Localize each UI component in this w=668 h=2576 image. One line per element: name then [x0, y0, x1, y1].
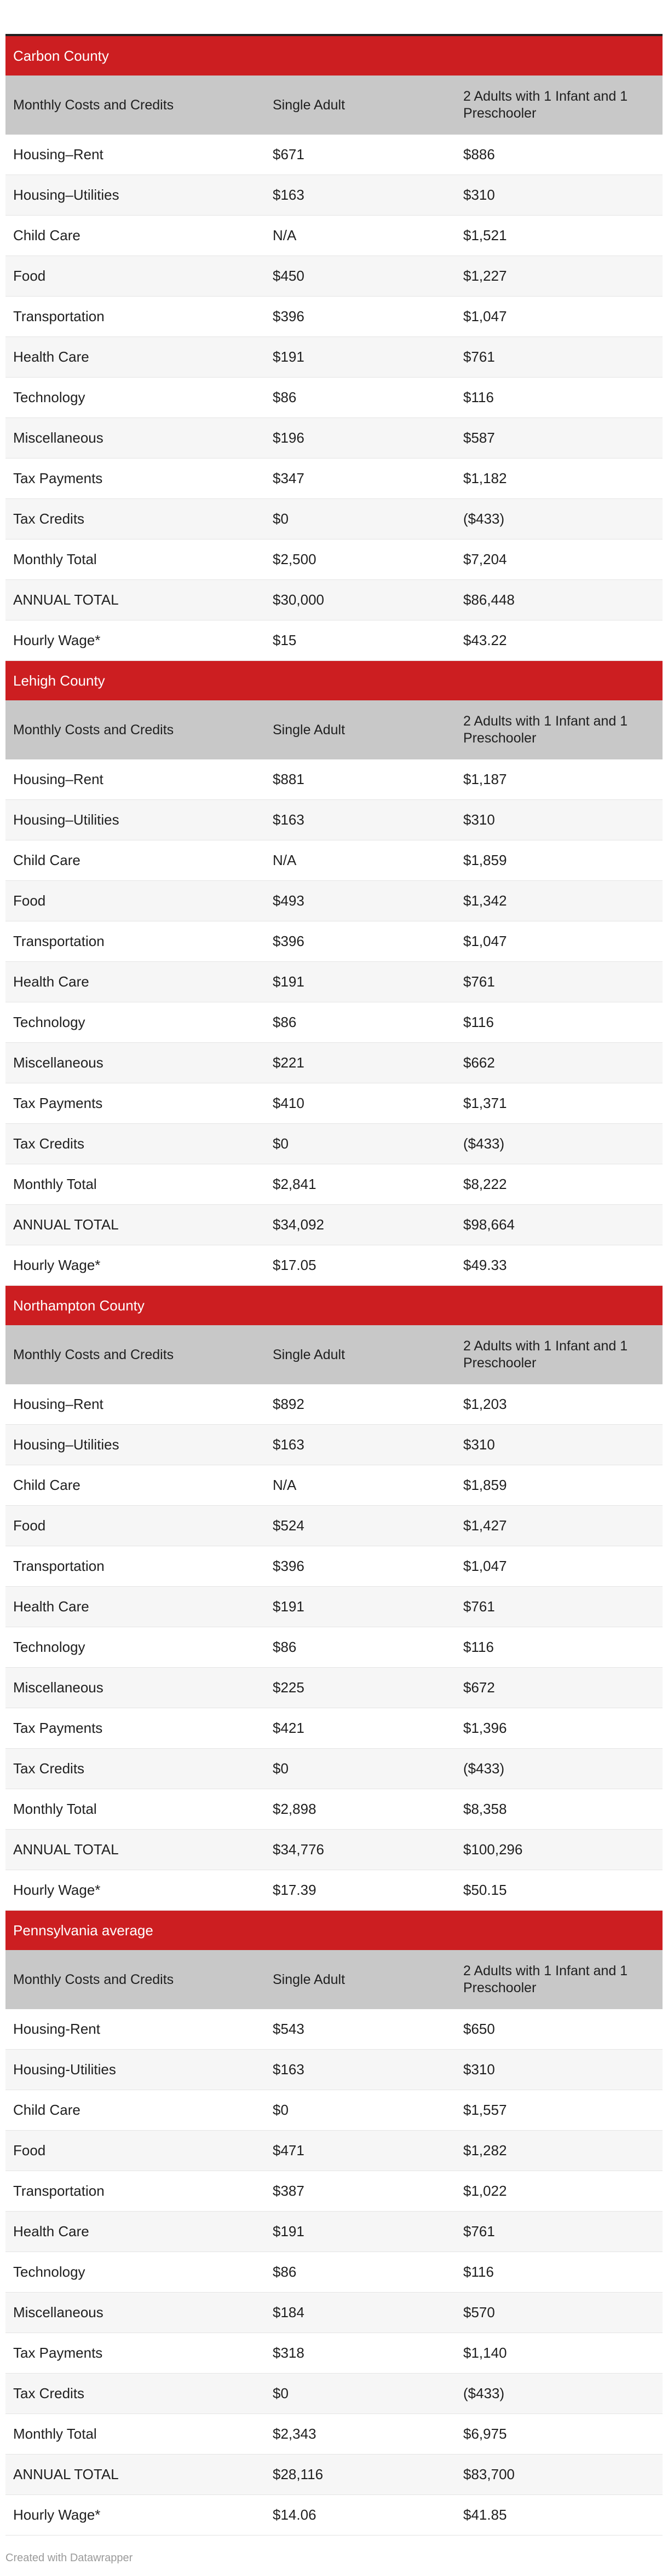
table-cell: $524	[265, 1506, 456, 1546]
table-cell: $761	[456, 962, 663, 1002]
table-cell: $191	[265, 1587, 456, 1627]
table-cell: $650	[456, 2009, 663, 2050]
table-cell: $310	[456, 800, 663, 840]
row-label: Housing–Rent	[5, 1384, 265, 1425]
table-cell: $761	[456, 2212, 663, 2252]
table-cell: $86	[265, 2252, 456, 2293]
row-label: Technology	[5, 378, 265, 418]
table-cell: $881	[265, 759, 456, 800]
table-row	[5, 2050, 663, 2090]
table-row	[5, 418, 663, 459]
section-title: Lehigh County	[5, 661, 663, 701]
table-cell: $672	[456, 1668, 663, 1708]
table-cell: $34,092	[265, 1205, 456, 1245]
table-cell: ($433)	[456, 499, 663, 539]
table-cell: $1,047	[456, 297, 663, 337]
table-row	[5, 1546, 663, 1587]
table-cell: $761	[456, 337, 663, 378]
row-label: Health Care	[5, 2212, 265, 2252]
table-row	[5, 1668, 663, 1708]
row-label: Health Care	[5, 1587, 265, 1627]
row-label: Tax Credits	[5, 2374, 265, 2414]
row-label: Technology	[5, 1627, 265, 1668]
section-header	[5, 1911, 663, 1951]
table-cell: ($433)	[456, 2374, 663, 2414]
row-label: Transportation	[5, 921, 265, 962]
table-cell: $1,187	[456, 759, 663, 800]
column-header: Single Adult	[265, 1325, 456, 1384]
row-label: Health Care	[5, 337, 265, 378]
table-cell: $17.39	[265, 1870, 456, 1911]
row-label: Tax Credits	[5, 1124, 265, 1164]
table-cell: $318	[265, 2333, 456, 2374]
row-label: Food	[5, 1506, 265, 1546]
table-row	[5, 1245, 663, 1286]
table-row	[5, 1627, 663, 1668]
table-cell: $0	[265, 1749, 456, 1789]
table-row	[5, 1506, 663, 1546]
table-cell: $50.15	[456, 1870, 663, 1911]
table-cell: $450	[265, 256, 456, 297]
table-cell: ($433)	[456, 1124, 663, 1164]
column-header: Single Adult	[265, 1950, 456, 2009]
row-label: Food	[5, 256, 265, 297]
row-label: Hourly Wage*	[5, 2495, 265, 2536]
table-cell: $100,296	[456, 1830, 663, 1870]
table-cell: $587	[456, 418, 663, 459]
row-label: Child Care	[5, 216, 265, 256]
table-row	[5, 1124, 663, 1164]
table-row	[5, 135, 663, 175]
table-cell: $191	[265, 337, 456, 378]
table-row	[5, 539, 663, 580]
table-row	[5, 2131, 663, 2171]
row-label: ANNUAL TOTAL	[5, 580, 265, 620]
table-cell: $14.06	[265, 2495, 456, 2536]
table-cell: $2,500	[265, 539, 456, 580]
column-header-row	[5, 1325, 663, 1384]
table-row	[5, 1587, 663, 1627]
table-row	[5, 580, 663, 620]
table-cell: $196	[265, 418, 456, 459]
row-label: Monthly Total	[5, 2414, 265, 2455]
table-row	[5, 759, 663, 800]
table-cell: $0	[265, 2090, 456, 2131]
row-label: Tax Payments	[5, 1708, 265, 1749]
column-header: Single Adult	[265, 700, 456, 759]
row-label: Hourly Wage*	[5, 620, 265, 661]
table-row	[5, 1870, 663, 1911]
table-cell: N/A	[265, 216, 456, 256]
row-label: Housing–Utilities	[5, 800, 265, 840]
section-title: Northampton County	[5, 1286, 663, 1326]
table-cell: $671	[265, 135, 456, 175]
table-row	[5, 962, 663, 1002]
table-cell: $163	[265, 1425, 456, 1465]
row-label: Tax Credits	[5, 1749, 265, 1789]
cost-table-container	[5, 34, 663, 2536]
table-cell: $1,859	[456, 1465, 663, 1506]
table-row	[5, 2171, 663, 2212]
table-cell: $662	[456, 1043, 663, 1083]
table-cell: $347	[265, 459, 456, 499]
table-row	[5, 620, 663, 661]
table-cell: $191	[265, 962, 456, 1002]
table-cell: $30,000	[265, 580, 456, 620]
table-cell: $396	[265, 921, 456, 962]
table-cell: $191	[265, 2212, 456, 2252]
table-cell: $116	[456, 1002, 663, 1043]
table-row	[5, 2495, 663, 2536]
table-row	[5, 1384, 663, 1425]
table-cell: $8,358	[456, 1789, 663, 1830]
table-cell: $886	[456, 135, 663, 175]
table-cell: $1,140	[456, 2333, 663, 2374]
row-label: Tax Payments	[5, 459, 265, 499]
table-cell: $1,203	[456, 1384, 663, 1425]
row-label: Monthly Total	[5, 1789, 265, 1830]
table-cell: $387	[265, 2171, 456, 2212]
section-title: Carbon County	[5, 36, 663, 76]
table-cell: $86	[265, 1627, 456, 1668]
row-label: Housing-Utilities	[5, 2050, 265, 2090]
table-cell: $2,841	[265, 1164, 456, 1205]
section-header	[5, 36, 663, 76]
table-row	[5, 2009, 663, 2050]
table-row	[5, 1789, 663, 1830]
table-cell: $41.85	[456, 2495, 663, 2536]
table-row	[5, 921, 663, 962]
row-label: Miscellaneous	[5, 1043, 265, 1083]
table-cell: $310	[456, 1425, 663, 1465]
column-header-row	[5, 700, 663, 759]
table-cell: ($433)	[456, 1749, 663, 1789]
table-row	[5, 1164, 663, 1205]
row-label: Child Care	[5, 1465, 265, 1506]
column-header-row	[5, 76, 663, 135]
table-row	[5, 1043, 663, 1083]
table-cell: $7,204	[456, 539, 663, 580]
row-label: Monthly Total	[5, 539, 265, 580]
column-header: Monthly Costs and Credits	[5, 1950, 265, 2009]
table-row	[5, 2455, 663, 2495]
table-cell: $83,700	[456, 2455, 663, 2495]
table-cell: $116	[456, 2252, 663, 2293]
table-row	[5, 175, 663, 216]
table-row	[5, 2374, 663, 2414]
table-cell: $98,664	[456, 1205, 663, 1245]
row-label: Transportation	[5, 1546, 265, 1587]
row-label: Technology	[5, 1002, 265, 1043]
row-label: Food	[5, 2131, 265, 2171]
row-label: Housing–Rent	[5, 759, 265, 800]
row-label: Miscellaneous	[5, 1668, 265, 1708]
table-cell: $310	[456, 175, 663, 216]
table-cell: $471	[265, 2131, 456, 2171]
table-cell: $1,859	[456, 840, 663, 881]
table-cell: $1,047	[456, 1546, 663, 1587]
row-label: Housing–Utilities	[5, 175, 265, 216]
table-row	[5, 337, 663, 378]
table-row	[5, 499, 663, 539]
table-row	[5, 2414, 663, 2455]
row-label: Tax Payments	[5, 2333, 265, 2374]
column-header: Single Adult	[265, 76, 456, 135]
table-cell: $493	[265, 881, 456, 921]
table-cell: $1,557	[456, 2090, 663, 2131]
table-cell: $221	[265, 1043, 456, 1083]
table-row	[5, 2293, 663, 2333]
table-row	[5, 1830, 663, 1870]
row-label: Technology	[5, 2252, 265, 2293]
table-cell: $163	[265, 800, 456, 840]
table-row	[5, 1465, 663, 1506]
table-cell: $34,776	[265, 1830, 456, 1870]
row-label: Health Care	[5, 962, 265, 1002]
table-row	[5, 1205, 663, 1245]
table-cell: $86	[265, 378, 456, 418]
table-cell: $310	[456, 2050, 663, 2090]
table-row	[5, 1425, 663, 1465]
row-label: Hourly Wage*	[5, 1245, 265, 1286]
table-cell: $761	[456, 1587, 663, 1627]
table-cell: $2,898	[265, 1789, 456, 1830]
section-header	[5, 661, 663, 701]
table-cell: $2,343	[265, 2414, 456, 2455]
table-cell: N/A	[265, 840, 456, 881]
row-label: Tax Credits	[5, 499, 265, 539]
table-cell: $1,282	[456, 2131, 663, 2171]
row-label: Housing–Utilities	[5, 1425, 265, 1465]
column-header: 2 Adults with 1 Infant and 1 Preschooler	[456, 700, 663, 759]
row-label: Child Care	[5, 840, 265, 881]
column-header: Monthly Costs and Credits	[5, 700, 265, 759]
table-cell: $410	[265, 1083, 456, 1124]
table-cell: $49.33	[456, 1245, 663, 1286]
row-label: Miscellaneous	[5, 2293, 265, 2333]
table-row	[5, 1083, 663, 1124]
table-cell: $396	[265, 1546, 456, 1587]
cost-table-body	[5, 36, 663, 2536]
table-row	[5, 459, 663, 499]
table-cell: $0	[265, 2374, 456, 2414]
table-cell: $1,022	[456, 2171, 663, 2212]
table-cell: $15	[265, 620, 456, 661]
table-row	[5, 1708, 663, 1749]
table-row	[5, 1002, 663, 1043]
table-cell: $225	[265, 1668, 456, 1708]
table-cell: $116	[456, 378, 663, 418]
column-header: Monthly Costs and Credits	[5, 1325, 265, 1384]
row-label: Transportation	[5, 297, 265, 337]
table-row	[5, 297, 663, 337]
column-header: 2 Adults with 1 Infant and 1 Preschooler	[456, 76, 663, 135]
table-cell: $1,182	[456, 459, 663, 499]
row-label: ANNUAL TOTAL	[5, 1205, 265, 1245]
table-row	[5, 378, 663, 418]
table-row	[5, 216, 663, 256]
table-cell: $28,116	[265, 2455, 456, 2495]
table-row	[5, 840, 663, 881]
table-cell: $1,227	[456, 256, 663, 297]
table-cell: $396	[265, 297, 456, 337]
table-cell: $17.05	[265, 1245, 456, 1286]
table-cell: $6,975	[456, 2414, 663, 2455]
table-cell: $570	[456, 2293, 663, 2333]
row-label: Housing-Rent	[5, 2009, 265, 2050]
column-header: 2 Adults with 1 Infant and 1 Preschooler	[456, 1950, 663, 2009]
table-cell: $421	[265, 1708, 456, 1749]
cost-table	[5, 36, 663, 2536]
table-cell: $1,371	[456, 1083, 663, 1124]
table-row	[5, 800, 663, 840]
row-label: Tax Payments	[5, 1083, 265, 1124]
column-header: Monthly Costs and Credits	[5, 76, 265, 135]
row-label: Transportation	[5, 2171, 265, 2212]
table-row	[5, 256, 663, 297]
table-row	[5, 2090, 663, 2131]
table-cell: $543	[265, 2009, 456, 2050]
column-header-row	[5, 1950, 663, 2009]
table-row	[5, 1749, 663, 1789]
table-cell: $163	[265, 2050, 456, 2090]
table-cell: $892	[265, 1384, 456, 1425]
table-cell: $184	[265, 2293, 456, 2333]
row-label: Food	[5, 881, 265, 921]
row-label: Miscellaneous	[5, 418, 265, 459]
table-row	[5, 881, 663, 921]
row-label: Housing–Rent	[5, 135, 265, 175]
table-cell: $0	[265, 1124, 456, 1164]
table-row	[5, 2252, 663, 2293]
datawrapper-credit[interactable]: Created with Datawrapper	[5, 2552, 133, 2564]
table-row	[5, 2212, 663, 2252]
row-label: ANNUAL TOTAL	[5, 2455, 265, 2495]
table-cell: $43.22	[456, 620, 663, 661]
table-cell: $1,047	[456, 921, 663, 962]
section-title: Pennsylvania average	[5, 1911, 663, 1951]
table-cell: $163	[265, 175, 456, 216]
table-cell: $86	[265, 1002, 456, 1043]
table-row	[5, 2333, 663, 2374]
table-cell: $1,342	[456, 881, 663, 921]
row-label: Monthly Total	[5, 1164, 265, 1205]
row-label: ANNUAL TOTAL	[5, 1830, 265, 1870]
row-label: Hourly Wage*	[5, 1870, 265, 1911]
table-cell: $1,521	[456, 216, 663, 256]
column-header: 2 Adults with 1 Infant and 1 Preschooler	[456, 1325, 663, 1384]
table-cell: $1,396	[456, 1708, 663, 1749]
table-cell: $86,448	[456, 580, 663, 620]
table-cell: N/A	[265, 1465, 456, 1506]
table-cell: $0	[265, 499, 456, 539]
section-header	[5, 1286, 663, 1326]
row-label: Child Care	[5, 2090, 265, 2131]
table-cell: $1,427	[456, 1506, 663, 1546]
table-cell: $116	[456, 1627, 663, 1668]
table-cell: $8,222	[456, 1164, 663, 1205]
